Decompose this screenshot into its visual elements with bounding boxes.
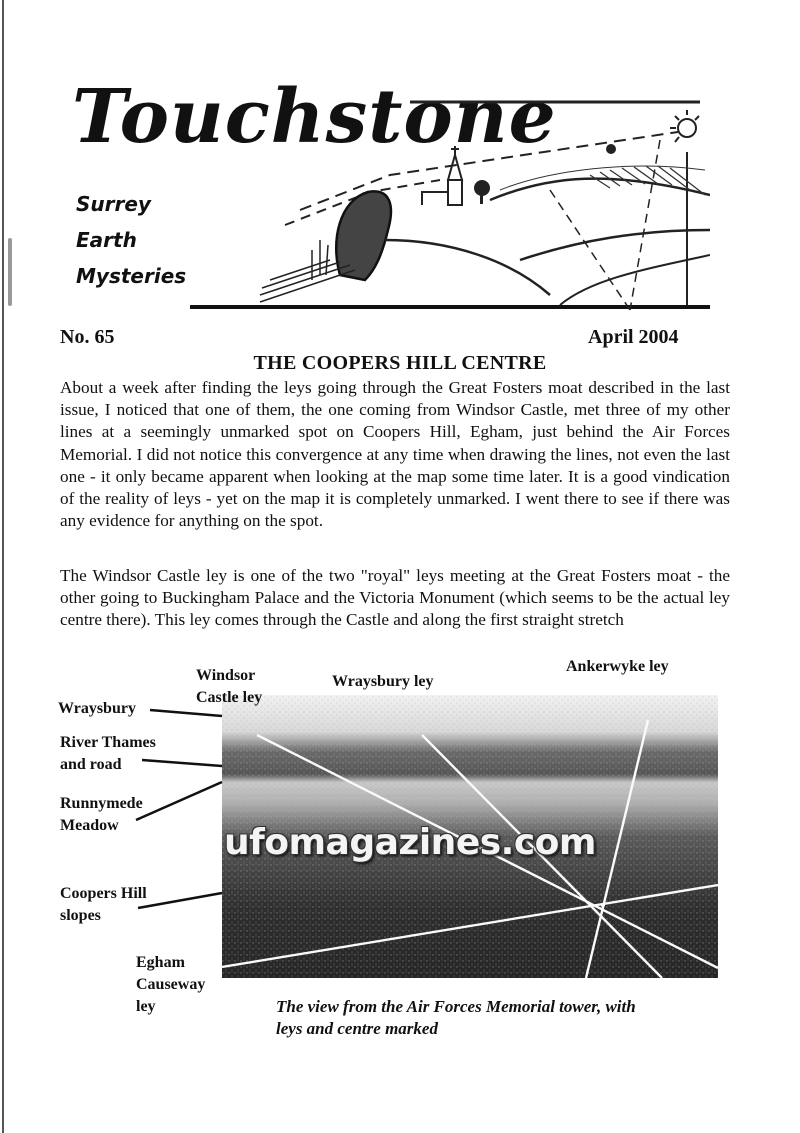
leader-river-thames bbox=[142, 760, 222, 766]
leader-wraysbury bbox=[150, 710, 222, 716]
issue-date: April 2004 bbox=[588, 326, 679, 348]
label-ankerwyke-ley: Ankerwyke ley bbox=[566, 658, 669, 675]
subtitle-earth: Earth bbox=[76, 228, 137, 252]
label-egham-causeway-ley: Egham Causeway ley bbox=[136, 954, 206, 1015]
article-paragraph-2: The Windsor Castle ley is one of the two "royal" leys meeting at the Great Fosters moat - the other going to Buckingham Palace and the Victoria Monument (which seems to be the actual ley centre there). This ley comes through the Castle and along the first straight stretch bbox=[60, 566, 730, 630]
label-coopers-hill: Coopers Hill slopes bbox=[60, 885, 147, 924]
label-wraysbury: Wraysbury bbox=[58, 700, 136, 717]
label-wraysbury-ley: Wraysbury ley bbox=[332, 673, 434, 690]
issue-number: No. 65 bbox=[60, 326, 115, 348]
label-windsor-castle-ley: Windsor Castle ley bbox=[196, 667, 263, 706]
watermark: ufomagazines.com bbox=[224, 822, 596, 863]
label-runnymede-meadow: Runnymede Meadow bbox=[60, 795, 143, 834]
subtitle-surrey: Surrey bbox=[76, 192, 151, 216]
article-headline: THE COOPERS HILL CENTRE bbox=[253, 352, 547, 374]
label-river-thames: River Thames and road bbox=[60, 734, 156, 773]
leader-runnymede bbox=[136, 782, 222, 820]
figure-caption: The view from the Air Forces Memorial tower, with leys and centre marked bbox=[276, 997, 636, 1038]
article-paragraph-1: About a week after finding the leys going through the Great Fosters moat described in the last issue, I noticed that one of them, the one coming from Windsor Castle, met three of my other lines at a seemingly unmarked spot on Coopers Hill, Egham, just behind the Air Forces Memorial. I did not notice this convergence at any time when drawing the lines, not even the last one - it only became apparent when looking at the map some time later. It is a good vindication of the reality of leys - yet on the map it is completely unmarked. I went there to see if there was any evidence for anything on the spot. bbox=[60, 378, 730, 531]
magazine-title: Touchstone bbox=[72, 74, 557, 160]
leader-coopers-hill bbox=[138, 893, 222, 908]
subtitle-mysteries: Mysteries bbox=[76, 264, 187, 288]
